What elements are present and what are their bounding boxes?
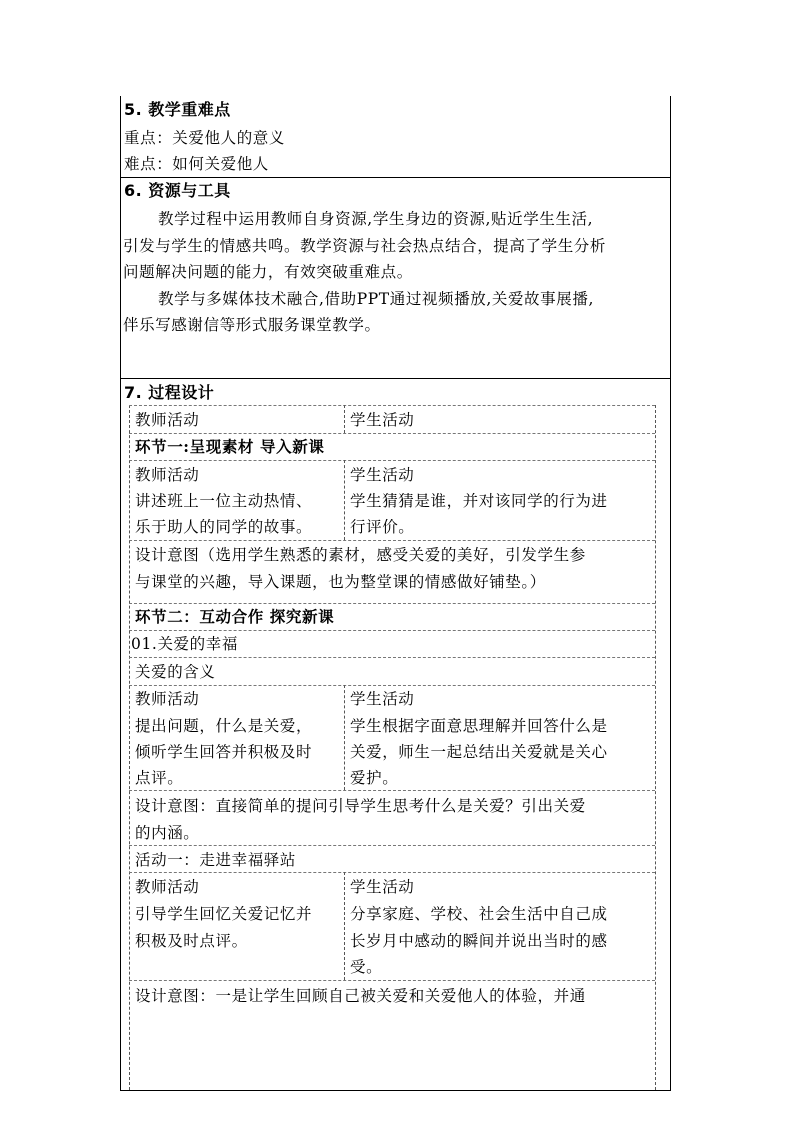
subsection-title: 关爱的含义 (135, 663, 216, 681)
resource-paragraph-line: 教学与多媒体技术融合,借助PPT通过视频播放,关爱故事展播, (158, 290, 594, 308)
row-line (129, 790, 655, 791)
inner-right-border (655, 405, 656, 1090)
teacher-activity-text: 引导学生回忆关爱记忆并 (135, 905, 313, 923)
design-intent: 与课堂的兴趣，导入课题，也为整堂课的情感做好铺垫。） (135, 573, 546, 591)
outer-bottom-border (120, 1090, 671, 1091)
section-6-title: 6. 资源与工具 (124, 181, 231, 200)
student-activity-text: 关爱，师生一起总结出关爱就是关心 (350, 743, 608, 761)
design-intent: 设计意图：直接简单的提问引导学生思考什么是关爱？引出关爱 (135, 797, 586, 815)
design-intent: 的内涵。 (135, 824, 200, 842)
teacher-activity-header: 教师活动 (135, 878, 200, 896)
resource-paragraph-line: 伴乐写感谢信等形式服务课堂教学。 (123, 316, 381, 334)
student-activity-text: 爱护。 (350, 769, 399, 787)
row-line (129, 845, 655, 846)
column-divider (344, 460, 345, 540)
resource-paragraph-line: 教学过程中运用教师自身资源,学生身边的资源,贴近学生生活, (158, 210, 594, 228)
divider-6-7 (120, 378, 671, 379)
inner-left-border (129, 405, 130, 1090)
key-point: 重点：关爱他人的意义 (124, 129, 286, 147)
row-line (129, 630, 655, 631)
row-line (129, 603, 655, 604)
column-divider (344, 685, 345, 790)
outer-left-border (120, 96, 121, 1091)
column-divider (344, 872, 345, 980)
student-activity-header: 学生活动 (350, 411, 415, 429)
activity-1-title: 活动一：走进幸福驿站 (135, 851, 297, 869)
row-line (129, 657, 655, 658)
column-divider (344, 405, 345, 433)
teacher-activity-header: 教师活动 (135, 466, 200, 484)
difficult-point: 难点：如何关爱他人 (124, 155, 269, 173)
row-line (129, 540, 655, 541)
student-activity-text: 分享家庭、学校、社会生活中自己成 (350, 905, 608, 923)
student-activity-text: 行评价。 (350, 518, 415, 536)
section-7-title: 7. 过程设计 (124, 383, 215, 402)
teacher-activity-text: 乐于助人的同学的故事。 (135, 518, 313, 536)
step-1-title: 环节一:呈现素材 导入新课 (135, 437, 325, 456)
teacher-activity-text: 提出问题，什么是关爱， (135, 717, 313, 735)
subsection-title: 01.关爱的幸福 (131, 635, 238, 653)
student-activity-header: 学生活动 (350, 690, 415, 708)
row-line (129, 872, 655, 873)
student-activity-header: 学生活动 (350, 878, 415, 896)
student-activity-text: 长岁月中感动的瞬间并说出当时的感 (350, 932, 608, 950)
teacher-activity-header: 教师活动 (135, 411, 200, 429)
inner-top-border (129, 405, 655, 406)
student-activity-text: 学生根据字面意思理解并回答什么是 (350, 717, 608, 735)
resource-paragraph-line: 引发与学生的情感共鸣。教学资源与社会热点结合，提高了学生分析 (123, 237, 607, 255)
row-line (129, 460, 655, 461)
teacher-activity-text: 积极及时点评。 (135, 932, 248, 950)
resource-paragraph-line: 问题解决问题的能力，有效突破重难点。 (123, 263, 413, 281)
row-line (129, 685, 655, 686)
student-activity-text: 学生猜猜是谁，并对该同学的行为进 (350, 492, 608, 510)
student-activity-text: 受。 (350, 958, 383, 976)
outer-right-border (670, 96, 671, 1091)
teacher-activity-text: 倾听学生回答并积极及时 (135, 743, 313, 761)
student-activity-header: 学生活动 (350, 466, 415, 484)
section-5-title: 5. 教学重难点 (124, 100, 231, 119)
teacher-activity-header: 教师活动 (135, 690, 200, 708)
row-line (129, 433, 655, 434)
teacher-activity-text: 点评。 (135, 769, 184, 787)
teacher-activity-text: 讲述班上一位主动热情、 (135, 492, 313, 510)
row-line (129, 980, 655, 981)
design-intent: 设计意图（选用学生熟悉的素材，感受关爱的美好，引发学生参 (135, 546, 586, 564)
divider-5-6 (120, 177, 671, 178)
step-2-title: 环节二：互动合作 探究新课 (135, 607, 335, 626)
design-intent: 设计意图：一是让学生回顾自己被关爱和关爱他人的体验，并通 (135, 987, 586, 1005)
